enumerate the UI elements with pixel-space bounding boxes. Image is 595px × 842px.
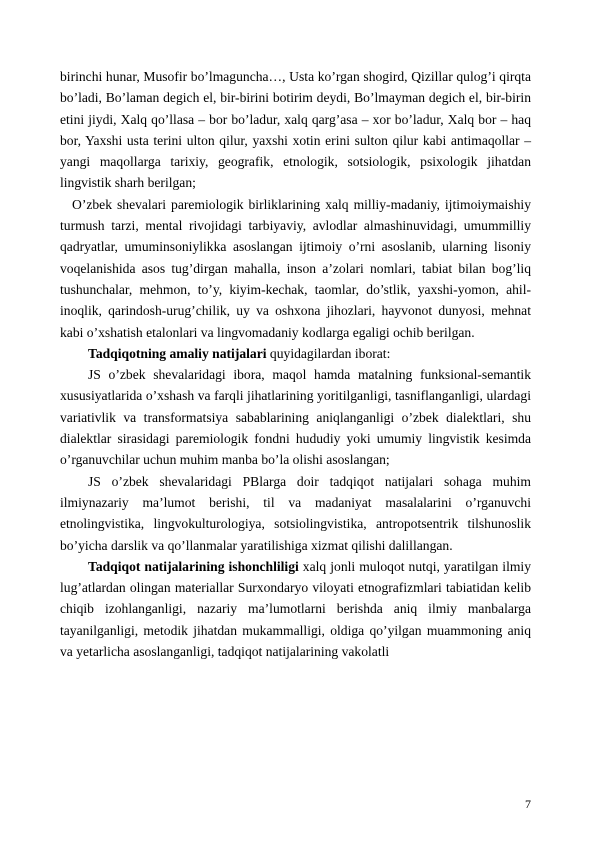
- paragraph-1: [60, 66, 531, 194]
- paragraph-3-lead: Tadqiqotning amaliy natijalari: [88, 345, 267, 361]
- paragraph-1-text: birinchi hunar, Musofir bo’lmaguncha…, Usta ko’rgan shogird, Qizillar qulog’i qirqta bo’ladi, Bo’laman degich el, bir-birini botirim deydi, Bo’lmayman degich el, bir-birin etini jiydi, Xalq qo’llasa – bor bo’ladur, xalq qarg’asa – xor bo’ladur, Xalq bor – haq bor, Yaxshi usta terini ulton qilur, yaxshi xotin erini sulton qilur kabi antimaqollar – yangi maqollarga tarixiy, geografik, etnologik, sotsiologik, psixologik jihatdan lingvistik sharh berilgan;: [60, 69, 531, 191]
- paragraph-5: [60, 471, 531, 556]
- document-page: [60, 66, 531, 662]
- paragraph-3-text: quyidagilardan iborat:: [266, 345, 391, 361]
- paragraph-4-text: JS o’zbek shevalaridagi ibora, maqol hamda matalning funksional-semantik xususiyatlarida o’xshash va farqli jihatlarining yoritilganligi, tasniflanganligi, ulardagi variativlik va transformatsiya sabablarining aniqlanganligi o’zbek dialektlari, shu dialektlar sirasidagi paremiologik fondni hududiy yoki umumiy lingvistik kesimda o’rganuvchilar uchun muhim manba bo’la olishi asoslangan;: [60, 367, 531, 468]
- paragraph-2-text: O’zbek shevalari paremiologik birliklarining xalq milliy-madaniy, ijtimoiymaishiy turmush tarzi, mental rivojidagi tarbiyaviy, avlodlar almashinuvidagi, umummilliy qadryatlar, umuminsoniylikka asoslangan ijtimoiy o’rni asoslanib, ularning lisoniy voqelanishida asos tug’dirgan mahalla, inson a’zolari nomlari, tabiat bilan bog’liq tushunchalar, mehmon, to’y, kiyim-kechak, taomlar, do’stlik, yaxshi-yomon, ahil-inoqlik, qarindosh-urug’chilik, uy va oshxona jihozlari, hayvonot dunyosi, mehnat kabi o’xshatish etalonlari va lingvomadaniy kodlarga egaligi ochib berilgan.: [60, 196, 531, 340]
- paragraph-2: [60, 194, 531, 343]
- paragraph-6-lead: Tadqiqot natijalarining ishonchliligi: [88, 558, 299, 574]
- page-number: 7: [525, 797, 531, 811]
- paragraph-6-text: xalq jonli muloqot nutqi, yaratilgan ilmiy lug’atlardan olingan materiallar Surxondaryo viloyati etnografizmlari tabiatidan kelib chiqib izohlanganligi, nazariy ma’lumotlarni berishda aniq ilmiy manbalarga tayanilganligi, metodik jihatdan mukammalligi, oldiga qo’yilgan muammoning aniq va yetarlicha asoslanganligi, tadqiqot natijalarining vakolatli: [60, 558, 531, 660]
- paragraph-6: [60, 556, 531, 662]
- paragraph-4: [60, 364, 531, 470]
- paragraph-5-text: JS o’zbek shevalaridagi PBlarga doir tadqiqot natijalari sohaga muhim ilmiynazariy ma’lumot berishi, til va madaniyat masalalarini o’rganuvchi etnolingvistika, lingvokulturologiya, sotsiolingvistika, antropotsentrik tilshunoslik bo’yicha darslik va qo’llanmalar yaratilishiga xizmat qilishi dalillangan.: [60, 473, 531, 553]
- paragraph-3: [60, 343, 531, 364]
